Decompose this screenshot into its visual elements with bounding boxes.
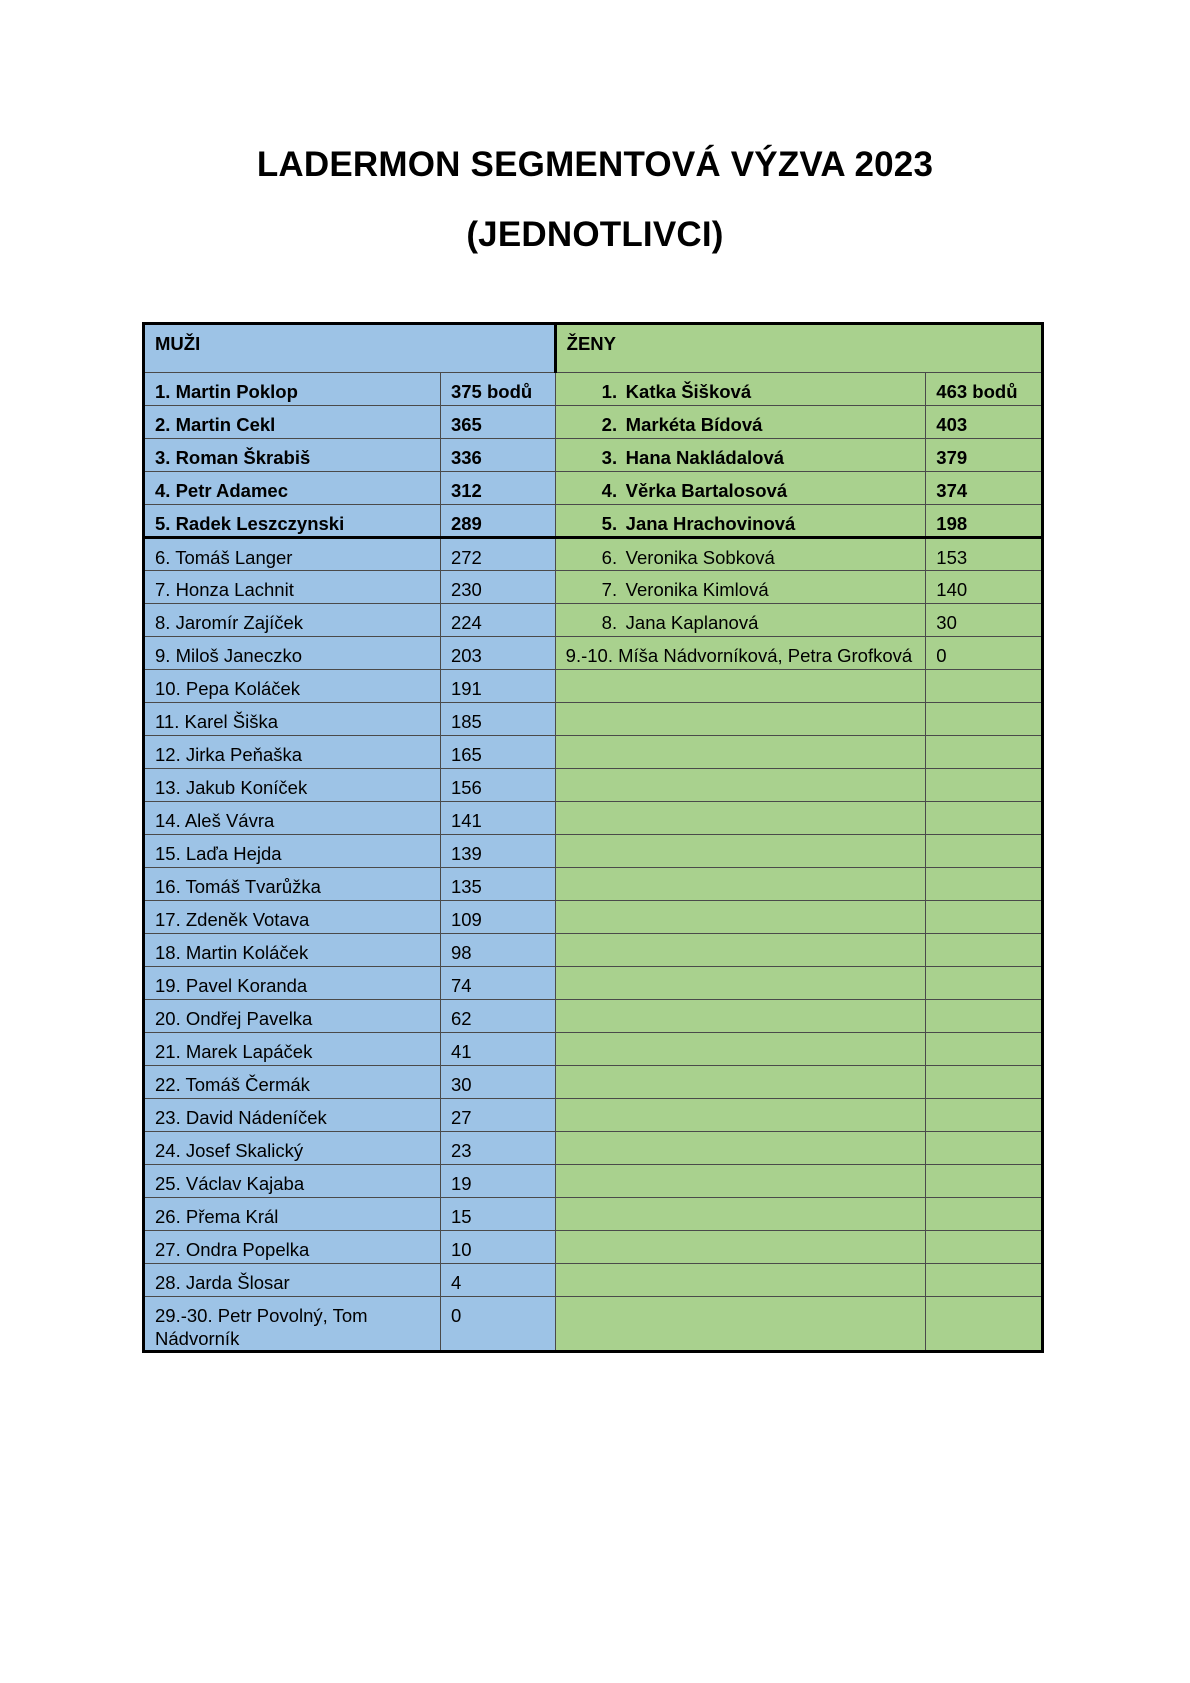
women-name: Markéta Bídová [625,414,763,435]
women-points-cell: 403 [926,406,1043,439]
men-points-cell: 15 [440,1198,555,1231]
men-name-cell: 22. Tomáš Čermák [144,1066,441,1099]
women-header: ŽENY [555,324,1042,373]
women-rank: 8. [601,612,618,633]
women-rank: 5. [601,513,618,534]
table-row [144,1066,1043,1099]
table-row [144,736,1043,769]
women-name-cell [555,901,926,934]
women-name-cell [555,373,926,406]
women-name-cell [555,1099,926,1132]
women-rank: 1. [601,381,618,402]
women-name: Jana Kaplanová [625,612,759,633]
table-row [144,1132,1043,1165]
women-rank: 3. [601,447,618,468]
women-points-cell [926,1198,1043,1231]
women-points-cell [926,736,1043,769]
men-name-cell: 26. Přema Král [144,1198,441,1231]
women-name-cell [555,868,926,901]
men-name-cell: 19. Pavel Koranda [144,967,441,1000]
men-name-cell: 6. Tomáš Langer [144,538,441,571]
men-points-cell: 191 [440,670,555,703]
men-name-cell: 13. Jakub Koníček [144,769,441,802]
table-row [144,604,1043,637]
women-points-cell: 140 [926,571,1043,604]
men-points-cell: 109 [440,901,555,934]
table-row [144,769,1043,802]
women-name-cell [555,670,926,703]
men-name-cell: 12. Jirka Peňaška [144,736,441,769]
women-points-cell [926,1099,1043,1132]
men-header: MUŽI [144,324,556,373]
men-points-cell: 10 [440,1231,555,1264]
table-row [144,373,1043,406]
table-row [144,1198,1043,1231]
women-points-cell [926,967,1043,1000]
men-name-cell: 21. Marek Lapáček [144,1033,441,1066]
women-name-cell: 9.-10. Míša Nádvorníková, Petra Grofková [555,637,926,670]
men-name-cell: 11. Karel Šiška [144,703,441,736]
women-points-cell: 30 [926,604,1043,637]
women-points-cell [926,901,1043,934]
men-name-cell: 25. Václav Kajaba [144,1165,441,1198]
men-points-cell: 203 [440,637,555,670]
women-name-cell [555,736,926,769]
men-name-cell: 16. Tomáš Tvarůžka [144,868,441,901]
men-points-cell: 27 [440,1099,555,1132]
women-name-cell [555,1165,926,1198]
women-points-cell [926,934,1043,967]
results-table [142,322,1044,1353]
table-row [144,1297,1043,1352]
table-row [144,505,1043,538]
men-points-cell: 312 [440,472,555,505]
men-points-cell: 224 [440,604,555,637]
men-name-cell: 1. Martin Poklop [144,373,441,406]
men-points-cell: 230 [440,571,555,604]
women-points-cell [926,1066,1043,1099]
men-points-cell: 135 [440,868,555,901]
women-points-cell: 153 [926,538,1043,571]
men-points-cell: 141 [440,802,555,835]
women-name: Veronika Sobková [625,547,775,568]
women-name: Hana Nakládalová [625,447,785,468]
men-points-cell: 62 [440,1000,555,1033]
men-name-cell: 2. Martin Cekl [144,406,441,439]
women-points-cell [926,1033,1043,1066]
women-points-cell: 463 bodů [926,373,1043,406]
table-row [144,472,1043,505]
women-name-cell [555,1132,926,1165]
men-points-cell: 41 [440,1033,555,1066]
women-name: Jana Hrachovinová [625,513,796,534]
table-row [144,901,1043,934]
table-row [144,1231,1043,1264]
men-name-cell: 24. Josef Skalický [144,1132,441,1165]
men-name-cell: 7. Honza Lachnit [144,571,441,604]
men-points-cell: 139 [440,835,555,868]
table-row [144,1264,1043,1297]
women-name-cell [555,406,926,439]
women-name-cell [555,1231,926,1264]
men-points-cell: 289 [440,505,555,538]
women-name-cell [555,1033,926,1066]
men-name-cell: 4. Petr Adamec [144,472,441,505]
women-points-cell: 374 [926,472,1043,505]
men-points-cell: 156 [440,769,555,802]
table-row [144,538,1043,571]
men-name-cell: 28. Jarda Šlosar [144,1264,441,1297]
men-name-cell: 8. Jaromír Zajíček [144,604,441,637]
table-row [144,703,1043,736]
table-row [144,1099,1043,1132]
women-points-cell [926,1132,1043,1165]
women-name: Věrka Bartalosová [625,480,788,501]
table-row [144,1000,1043,1033]
men-points-cell: 19 [440,1165,555,1198]
table-row [144,637,1043,670]
women-rank: 6. [601,547,618,568]
women-name-cell [555,1264,926,1297]
women-name-cell [555,1066,926,1099]
women-rank: 2. [601,414,618,435]
women-name-cell [555,505,926,538]
page-title: LADERMON SEGMENTOVÁ VÝZVA 2023 [256,145,934,184]
men-name-cell: 27. Ondra Popelka [144,1231,441,1264]
women-name-cell [555,571,926,604]
men-name-cell: 10. Pepa Koláček [144,670,441,703]
men-name-cell: 29.-30. Petr Povolný, Tom Nádvorník [144,1297,441,1352]
men-points-cell: 0 [440,1297,555,1352]
women-points-cell [926,1231,1043,1264]
men-points-cell: 74 [440,967,555,1000]
women-name-cell [555,538,926,571]
women-points-cell [926,1000,1043,1033]
women-points-cell [926,703,1043,736]
men-points-cell: 336 [440,439,555,472]
table-row [144,835,1043,868]
men-points-cell: 272 [440,538,555,571]
table-row [144,571,1043,604]
women-points-cell [926,670,1043,703]
men-points-cell: 375 bodů [440,373,555,406]
page-subtitle: (JEDNOTLIVCI) [466,215,724,254]
women-points-cell [926,868,1043,901]
women-name-cell [555,472,926,505]
men-name-cell: 5. Radek Leszczynski [144,505,441,538]
women-rank: 7. [601,579,618,600]
men-points-cell: 23 [440,1132,555,1165]
women-points-cell [926,802,1043,835]
men-points-cell: 165 [440,736,555,769]
table-row [144,802,1043,835]
table-header-row [144,324,1043,373]
women-points-cell: 198 [926,505,1043,538]
table-row [144,967,1043,1000]
table-row [144,670,1043,703]
women-name-cell [555,703,926,736]
men-name-cell: 20. Ondřej Pavelka [144,1000,441,1033]
women-points-cell [926,1297,1043,1352]
women-points-cell [926,1264,1043,1297]
table-row [144,934,1043,967]
women-name-cell [555,934,926,967]
table-row [144,868,1043,901]
men-name-cell: 15. Laďa Hejda [144,835,441,868]
men-name-cell: 18. Martin Koláček [144,934,441,967]
men-name-cell: 3. Roman Škrabiš [144,439,441,472]
women-name-cell [555,1000,926,1033]
women-name-cell [555,604,926,637]
men-points-cell: 185 [440,703,555,736]
women-points-cell [926,769,1043,802]
men-points-cell: 30 [440,1066,555,1099]
women-points-cell: 0 [926,637,1043,670]
women-name-cell [555,439,926,472]
table-row [144,439,1043,472]
men-name-cell: 17. Zdeněk Votava [144,901,441,934]
men-name-cell: 9. Miloš Janeczko [144,637,441,670]
table-row [144,406,1043,439]
men-name-cell: 23. David Nádeníček [144,1099,441,1132]
women-points-cell [926,835,1043,868]
men-points-cell: 98 [440,934,555,967]
women-name-cell [555,967,926,1000]
women-rank: 4. [601,480,618,501]
women-name-cell [555,835,926,868]
women-name-cell [555,1297,926,1352]
women-points-cell [926,1165,1043,1198]
table-row [144,1033,1043,1066]
women-name: Veronika Kimlová [625,579,769,600]
men-points-cell: 4 [440,1264,555,1297]
women-name-cell [555,769,926,802]
table-row [144,1165,1043,1198]
women-name-cell [555,802,926,835]
men-points-cell: 365 [440,406,555,439]
women-points-cell: 379 [926,439,1043,472]
women-name: Katka Šišková [625,381,752,402]
women-name-cell [555,1198,926,1231]
men-name-cell: 14. Aleš Vávra [144,802,441,835]
